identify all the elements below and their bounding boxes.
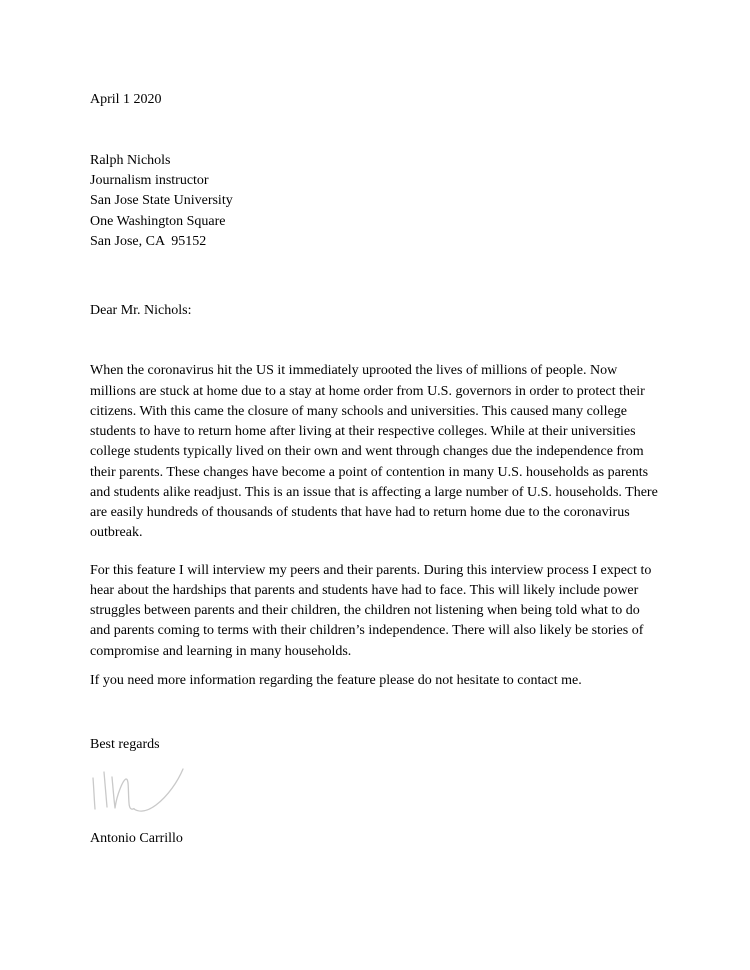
handwritten-signature-icon	[90, 763, 190, 817]
body-paragraph-3: If you need more information regarding the feature please do not hesitate to contact me.	[90, 672, 582, 688]
signer-name: Antonio Carrillo	[90, 831, 183, 847]
recipient-street: One Washington Square	[90, 213, 226, 229]
recipient-institution: San Jose State University	[90, 193, 233, 209]
salutation: Dear Mr. Nichols:	[90, 303, 192, 318]
recipient-title: Journalism instructor	[90, 173, 209, 188]
recipient-address-block	[90, 151, 660, 252]
recipient-city-state-zip: San Jose, CA 95152	[90, 233, 207, 249]
letter-date: April 1 2020	[90, 92, 162, 107]
closing-phrase: Best regards	[90, 737, 160, 752]
body-paragraph-1: When the coronavirus hit the US it immediately uprooted the lives of millions of people. Now millions are stuck at home due to a stay at home order from U.S. governors in order to protect their citizens. With this came the closure of many schools and universities. This caused many college students to have to return home after living at their respective colleges. While at their universities college students typically lived on their own and went through changes due the independence from their parents. These changes have become a point of contention in many U.S. households as parents and students alike readjust. This is an issue that is affecting a large number of U.S. households. There are easily hundreds of thousands of students that have had to return home due to the coronavirus outbreak.	[90, 363, 658, 541]
body-paragraph-2: For this feature I will interview my peers and their parents. During this interview process I expect to hear about the hardships that parents and students have had to face. This will likely include power struggles between parents and their children, the children not listening when being told what to do and parents coming to terms with their children’s independence. There will also likely be stories of compromise and learning in many households.	[90, 562, 652, 659]
recipient-name: Ralph Nichols	[90, 152, 171, 168]
